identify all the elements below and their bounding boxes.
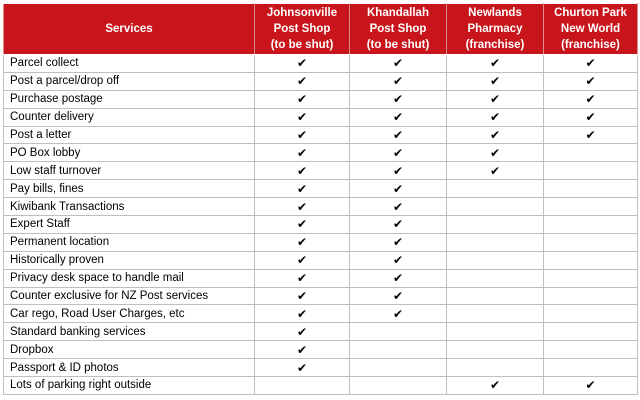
header-row (4, 4, 638, 55)
availability-cell (447, 72, 544, 90)
availability-cell (255, 251, 350, 269)
services-comparison (3, 3, 638, 395)
availability-cell (350, 251, 447, 269)
availability-cell (255, 269, 350, 287)
header-line: (franchise) (465, 39, 525, 51)
service-name-cell: Dropbox (4, 341, 255, 359)
checkmark-icon: ✔ (392, 110, 404, 125)
availability-cell (447, 377, 544, 395)
service-name-cell: Lots of parking right outside (4, 377, 255, 395)
checkmark-icon: ✔ (296, 324, 308, 339)
header-line: Post Shop (273, 23, 331, 35)
availability-cell (350, 377, 447, 395)
service-name-cell: PO Box lobby (4, 144, 255, 162)
table-row (4, 216, 638, 234)
availability-cell (255, 180, 350, 198)
availability-cell (255, 72, 350, 90)
service-name-cell: Post a parcel/drop off (4, 72, 255, 90)
availability-cell (350, 108, 447, 126)
availability-cell (255, 359, 350, 377)
header-khandallah-post-shop (350, 4, 447, 55)
checkmark-icon: ✔ (585, 128, 596, 142)
table-row (4, 269, 638, 287)
availability-cell (350, 180, 447, 198)
availability-cell (544, 341, 638, 359)
table-row (4, 180, 638, 198)
availability-cell (350, 144, 447, 162)
table-row (4, 287, 638, 305)
checkmark-icon: ✔ (392, 145, 404, 160)
checkmark-icon: ✔ (296, 253, 308, 268)
services-comparison-table (3, 3, 638, 395)
checkmark-icon: ✔ (392, 289, 404, 304)
availability-cell (255, 144, 350, 162)
availability-cell (255, 108, 350, 126)
availability-cell (350, 341, 447, 359)
availability-cell (544, 233, 638, 251)
availability-cell (350, 269, 447, 287)
checkmark-icon: ✔ (392, 74, 404, 89)
header-line: Post Shop (369, 23, 427, 35)
checkmark-icon: ✔ (296, 271, 308, 286)
table-row (4, 359, 638, 377)
checkmark-icon: ✔ (392, 235, 404, 250)
header-line: Services (105, 23, 153, 35)
header-johnsonville-post-shop (255, 4, 350, 55)
availability-cell (544, 126, 638, 144)
service-name-cell: Car rego, Road User Charges, etc (4, 305, 255, 323)
checkmark-icon: ✔ (489, 110, 501, 125)
availability-cell (447, 341, 544, 359)
availability-cell (544, 198, 638, 216)
availability-cell (544, 108, 638, 126)
table-row (4, 108, 638, 126)
service-name-cell: Expert Staff (4, 216, 255, 234)
availability-cell (255, 216, 350, 234)
service-name-cell: Low staff turnover (4, 162, 255, 180)
availability-cell (350, 216, 447, 234)
availability-cell (350, 55, 447, 73)
availability-cell (350, 126, 447, 144)
checkmark-icon: ✔ (296, 199, 308, 214)
checkmark-icon: ✔ (296, 342, 308, 357)
availability-cell (255, 323, 350, 341)
availability-cell (447, 198, 544, 216)
table-row (4, 126, 638, 144)
availability-cell (350, 287, 447, 305)
service-name-cell: Standard banking services (4, 323, 255, 341)
service-name-cell: Passport & ID photos (4, 359, 255, 377)
availability-cell (544, 144, 638, 162)
availability-cell (255, 198, 350, 216)
availability-cell (544, 251, 638, 269)
availability-cell (447, 216, 544, 234)
service-name-cell: Pay bills, fines (4, 180, 255, 198)
availability-cell (447, 305, 544, 323)
availability-cell (255, 90, 350, 108)
checkmark-icon: ✔ (392, 181, 404, 196)
service-name-cell: Counter exclusive for NZ Post services (4, 287, 255, 305)
availability-cell (350, 233, 447, 251)
service-name-cell: Historically proven (4, 251, 255, 269)
availability-cell (255, 233, 350, 251)
table-row (4, 233, 638, 251)
checkmark-icon: ✔ (296, 74, 308, 89)
checkmark-icon: ✔ (296, 145, 308, 160)
availability-cell (544, 323, 638, 341)
checkmark-icon: ✔ (392, 163, 404, 178)
checkmark-icon: ✔ (489, 163, 501, 178)
availability-cell (447, 126, 544, 144)
availability-cell (255, 377, 350, 395)
header-line: Newlands (468, 7, 522, 19)
table-row (4, 323, 638, 341)
availability-cell (447, 251, 544, 269)
availability-cell (447, 90, 544, 108)
availability-cell (544, 377, 638, 395)
checkmark-icon: ✔ (489, 92, 501, 107)
availability-cell (447, 359, 544, 377)
availability-cell (544, 90, 638, 108)
service-name-cell: Kiwibank Transactions (4, 198, 255, 216)
checkmark-icon: ✔ (489, 56, 501, 71)
checkmark-icon: ✔ (489, 145, 501, 160)
checkmark-icon: ✔ (585, 74, 596, 89)
availability-cell (447, 180, 544, 198)
availability-cell (255, 55, 350, 73)
table-body (4, 55, 638, 395)
table-row (4, 377, 638, 395)
checkmark-icon: ✔ (489, 128, 501, 142)
checkmark-icon: ✔ (585, 378, 596, 393)
checkmark-icon: ✔ (296, 110, 308, 125)
availability-cell (447, 287, 544, 305)
checkmark-icon: ✔ (392, 128, 404, 142)
availability-cell (255, 305, 350, 323)
table-row (4, 162, 638, 180)
availability-cell (350, 305, 447, 323)
availability-cell (544, 216, 638, 234)
checkmark-icon: ✔ (489, 378, 501, 393)
header-line: Khandallah (367, 7, 429, 19)
header-newlands-pharmacy (447, 4, 544, 55)
availability-cell (544, 162, 638, 180)
header-line: (franchise) (561, 39, 620, 51)
table-row (4, 72, 638, 90)
service-name-cell: Parcel collect (4, 55, 255, 73)
checkmark-icon: ✔ (296, 163, 308, 178)
header-churton-park-new-world (544, 4, 638, 55)
availability-cell (350, 323, 447, 341)
checkmark-icon: ✔ (296, 181, 308, 196)
table-row (4, 198, 638, 216)
table-row (4, 341, 638, 359)
header-line: Pharmacy (467, 23, 523, 35)
availability-cell (544, 55, 638, 73)
availability-cell (447, 233, 544, 251)
availability-cell (544, 359, 638, 377)
table-row (4, 251, 638, 269)
header-line: Johnsonville (266, 7, 338, 19)
availability-cell (544, 287, 638, 305)
table-row (4, 305, 638, 323)
checkmark-icon: ✔ (296, 92, 308, 107)
availability-cell (544, 180, 638, 198)
availability-cell (350, 198, 447, 216)
checkmark-icon: ✔ (392, 92, 404, 107)
checkmark-icon: ✔ (392, 56, 404, 71)
availability-cell (447, 162, 544, 180)
service-name-cell: Post a letter (4, 126, 255, 144)
service-name-cell: Permanent location (4, 233, 255, 251)
availability-cell (447, 144, 544, 162)
checkmark-icon: ✔ (392, 253, 404, 268)
availability-cell (544, 72, 638, 90)
availability-cell (447, 108, 544, 126)
service-name-cell: Privacy desk space to handle mail (4, 269, 255, 287)
checkmark-icon: ✔ (296, 306, 308, 321)
checkmark-icon: ✔ (585, 56, 596, 71)
availability-cell (350, 359, 447, 377)
header-line: (to be shut) (366, 39, 430, 51)
availability-cell (255, 162, 350, 180)
availability-cell (544, 305, 638, 323)
checkmark-icon: ✔ (296, 56, 308, 71)
header-line: Churton Park (554, 7, 627, 19)
table-row (4, 90, 638, 108)
header-line: (to be shut) (270, 39, 334, 51)
availability-cell (255, 287, 350, 305)
checkmark-icon: ✔ (489, 74, 501, 89)
availability-cell (350, 72, 447, 90)
availability-cell (255, 126, 350, 144)
availability-cell (447, 55, 544, 73)
availability-cell (255, 341, 350, 359)
checkmark-icon: ✔ (296, 235, 308, 250)
header-services (4, 4, 255, 55)
availability-cell (350, 162, 447, 180)
checkmark-icon: ✔ (585, 110, 596, 125)
checkmark-icon: ✔ (296, 128, 308, 142)
service-name-cell: Purchase postage (4, 90, 255, 108)
header-line: New World (560, 23, 621, 35)
availability-cell (544, 269, 638, 287)
checkmark-icon: ✔ (392, 306, 404, 321)
availability-cell (447, 269, 544, 287)
service-name-cell: Counter delivery (4, 108, 255, 126)
checkmark-icon: ✔ (296, 360, 308, 375)
table-row (4, 144, 638, 162)
checkmark-icon: ✔ (585, 92, 596, 107)
availability-cell (447, 323, 544, 341)
checkmark-icon: ✔ (392, 217, 404, 232)
availability-cell (350, 90, 447, 108)
checkmark-icon: ✔ (296, 289, 308, 304)
checkmark-icon: ✔ (296, 217, 308, 232)
checkmark-icon: ✔ (392, 199, 404, 214)
checkmark-icon: ✔ (392, 271, 404, 286)
table-row (4, 55, 638, 73)
